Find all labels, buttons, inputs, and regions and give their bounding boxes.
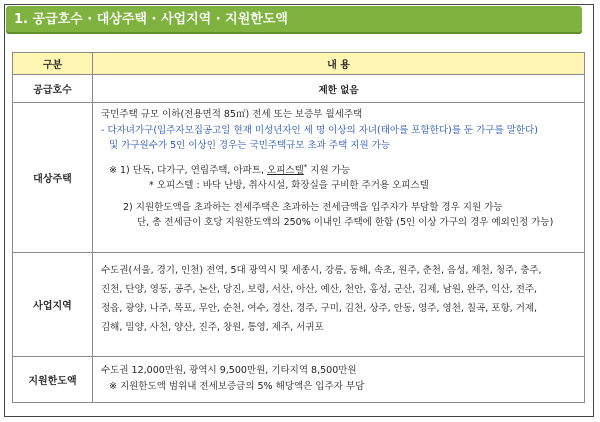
target-content	[93, 103, 585, 253]
target-line-3: 및 가구원수가 5인 이상인 경우는 국민주택규모 초과 주택 지원 가능	[109, 140, 391, 151]
note1-suffix: 지원 가능	[307, 164, 351, 176]
note1-officetel: 오피스텔	[267, 164, 304, 176]
note1-prefix: ※ 1) 단독, 다가구, 연립주택, 아파트,	[109, 164, 268, 176]
table-row-limit	[13, 357, 585, 403]
target-note-2-line-1: 2) 지원한도액을 초과하는 전세주택은 초과하는 전세금액을 입주자가 부담할 경우 지원 가능	[123, 201, 503, 213]
supply-value: 제한 없음	[93, 75, 585, 103]
region-line-2: 진천, 단양, 영동, 공주, 논산, 당진, 보령, 서산, 아산, 예산, 천안, 홍성, 군산, 김제, 남원, 완주, 익산, 전주,	[101, 284, 538, 295]
table-header-row	[13, 53, 585, 75]
header-content: 내 용	[93, 53, 585, 75]
table-row-supply	[13, 75, 585, 103]
header-category: 구분	[13, 53, 93, 75]
row-label-supply: 공급호수	[13, 75, 93, 103]
row-label-region: 사업지역	[13, 253, 93, 357]
row-label-limit: 지원한도액	[13, 357, 93, 403]
note1-mark: *	[303, 162, 308, 171]
info-table	[12, 52, 585, 403]
target-note-1	[101, 160, 576, 179]
region-line-4: 김해, 밀양, 사천, 양산, 진주, 창원, 통영, 제주, 서귀포	[101, 322, 324, 333]
section-title: 1. 공급호수 · 대상주택 · 사업지역 · 지원한도액	[6, 6, 582, 34]
target-note-1-sub: * 오피스텔 : 바닥 난방, 취사시설, 화장실을 구비한 주거용 오피스텔	[149, 180, 429, 192]
region-line-3: 정읍, 광양, 나주, 목포, 무안, 순천, 여수, 경산, 경주, 구미, 김천, 상주, 안동, 영주, 영천, 칠곡, 포항, 거제,	[101, 303, 538, 314]
target-note-2-line-2: 단, 총 전세금이 호당 지원한도액의 250% 이내인 주택에 한함 (5인 이상 가구의 경우 예외인정 가능)	[137, 217, 554, 229]
target-line-2: - 다자녀가구(입주자모집공고일 현재 미성년자인 세 명 이상의 자녀(태아를 포함한다)를 둔 가구를 말한다)	[101, 124, 538, 136]
row-label-target: 대상주택	[13, 103, 93, 253]
limit-line-1: 수도권 12,000만원, 광역시 9,500만원, 기타지역 8,500만원	[101, 365, 357, 376]
table-row-region	[13, 253, 585, 357]
region-line-1: 수도권(서울, 경기, 인천) 전역, 5대 광역시 및 세종시, 강릉, 동해, 속초, 원주, 춘천, 음성, 제천, 청주, 충주,	[101, 265, 542, 276]
region-content	[93, 253, 585, 357]
limit-content	[93, 357, 585, 403]
table-row-target	[13, 103, 585, 253]
limit-line-2: ※ 지원한도액 범위내 전세보증금의 5% 해당액은 입주자 부담	[109, 380, 365, 392]
target-line-1: 국민주택 규모 이하(전용면적 85㎡) 전세 또는 보증부 월세주택	[101, 109, 363, 120]
